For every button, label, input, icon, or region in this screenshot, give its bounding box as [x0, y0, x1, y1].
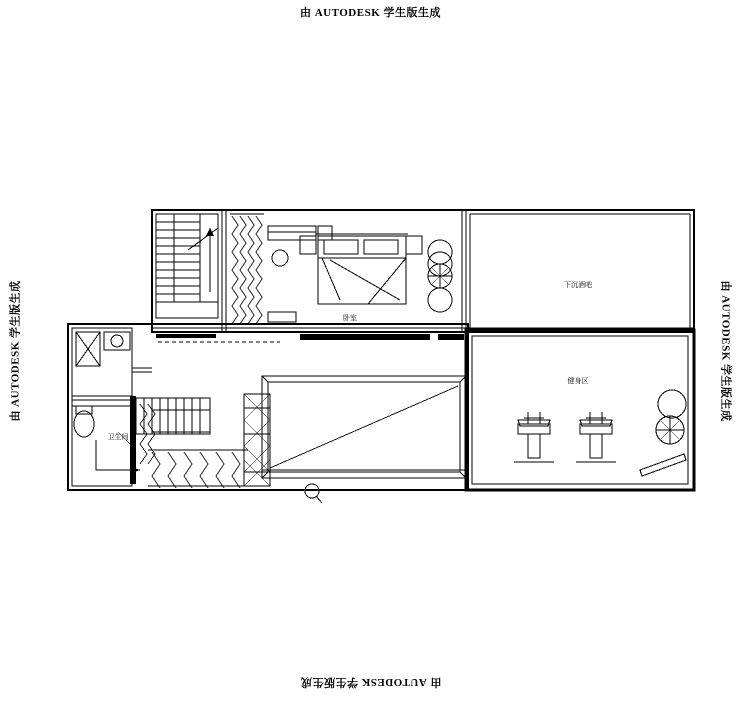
room-label-powder-room: 卫生间	[107, 434, 129, 441]
watermark-left: 由 AUTODESK 学生版生成	[9, 279, 22, 422]
room-label-downstairs-bar: 下沉酒吧	[564, 282, 592, 289]
watermark-right: 由 AUTODESK 学生版生成	[719, 279, 732, 422]
room-label-bedroom: 卧室	[343, 315, 357, 322]
room-label-fitness-area: 健身区	[567, 378, 589, 385]
watermark-top: 由 AUTODESK 学生版生成	[299, 7, 442, 19]
watermark-bottom: 由 AUTODESK 学生版生成	[299, 676, 442, 688]
